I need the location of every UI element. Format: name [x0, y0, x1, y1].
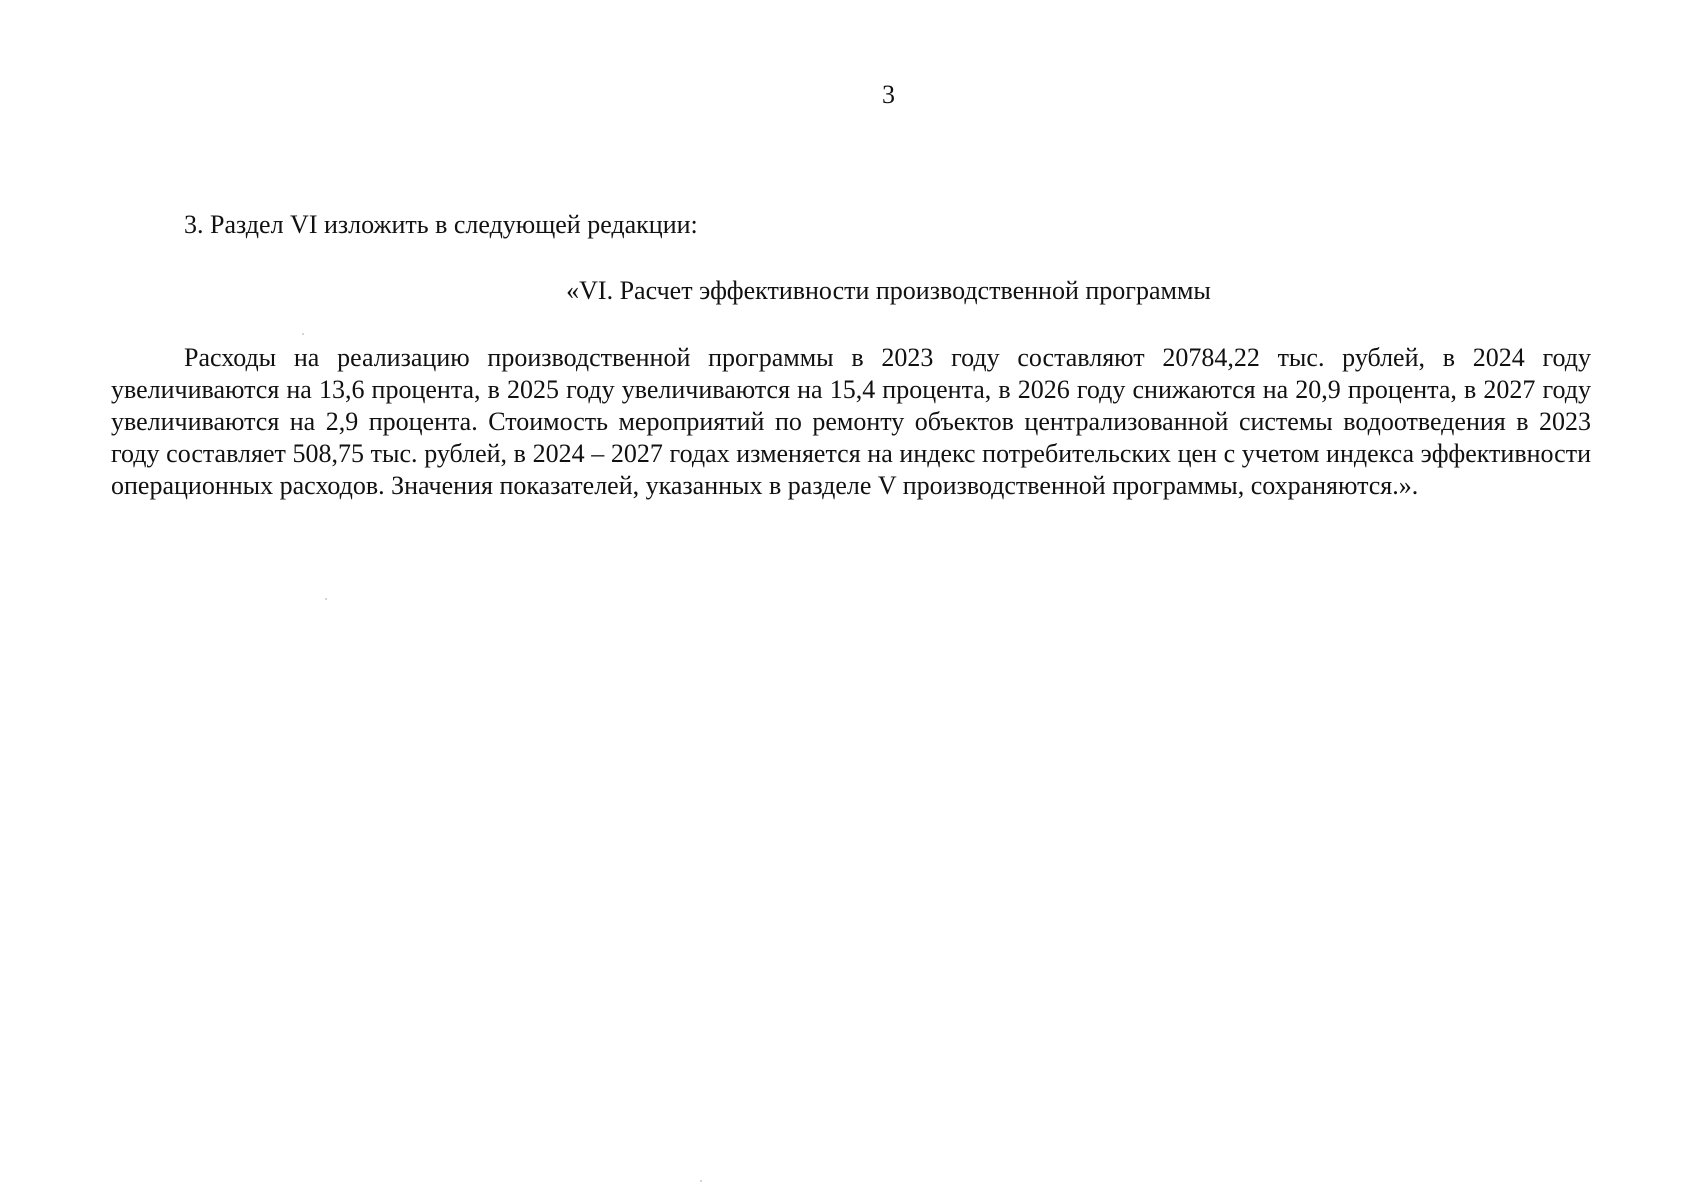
- page-number: 3: [882, 80, 895, 109]
- scan-speck: [325, 598, 327, 600]
- scan-speck: [302, 333, 304, 335]
- amendment-instruction: 3. Раздел VI изложить в следующей редакции:: [184, 210, 698, 239]
- section-paragraph: Расходы на реализацию производственной программы в 2023 году составляют 20784,22 тыс. рублей, в 2024 году увеличиваются на 13,6 процента, в 2025 году увеличиваются на 15,4 процента, в 2026 году снижаются на 20,9 процента, в 2027 году увеличиваются на 2,9 процента. Стоимость мероприятий по ремонту объектов централизованной системы водоотведения в 2023 году составляет 508,75 тыс. рублей, в 2024 – 2027 годах изменяется на индекс потребительских цен с учетом индекса эффективности операционных расходов. Значения показателей, указанных в разделе V производственной программы, сохраняются.».: [111, 343, 1591, 500]
- section-title: «VI. Расчет эффективности производственной программы: [566, 276, 1211, 305]
- scan-speck: [700, 1180, 702, 1182]
